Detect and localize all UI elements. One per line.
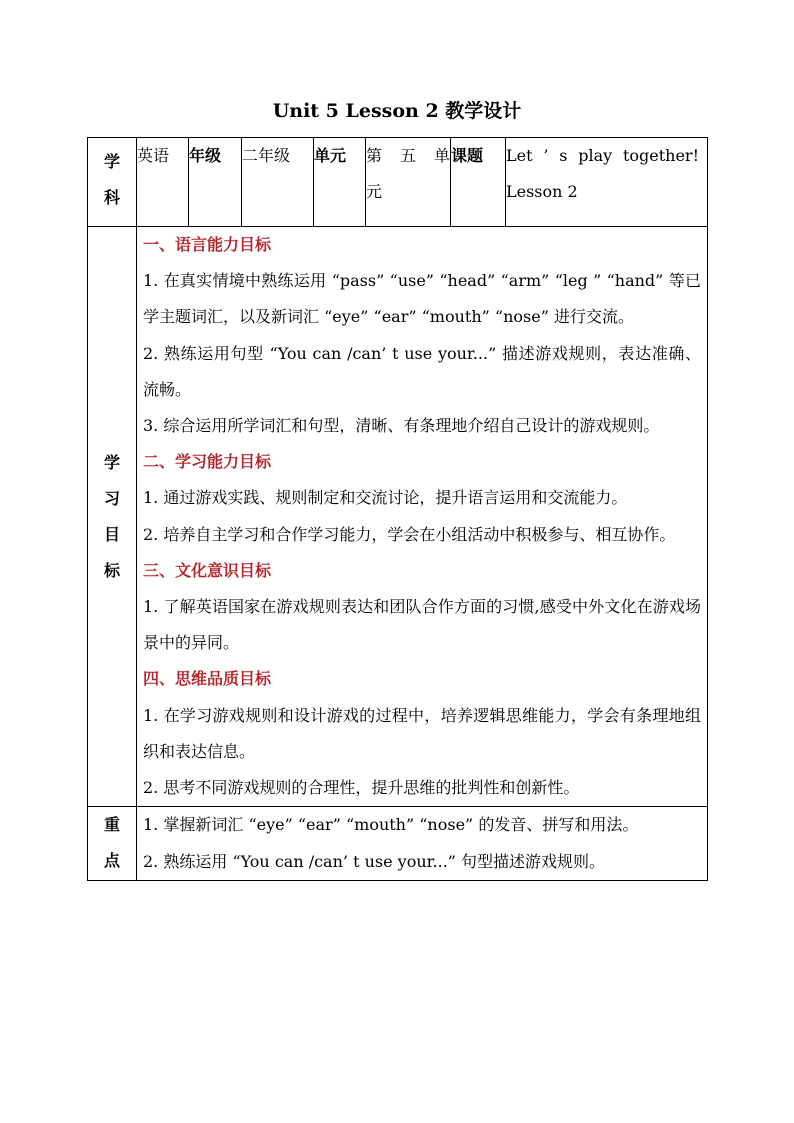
objectives-label-cell: [88, 227, 137, 807]
unit-value-cell: [366, 138, 451, 227]
objective-item: 2. 培养自主学习和合作学习能力，学会在小组活动中积极参与、相互协作。: [143, 524, 676, 544]
unit-value-line1: 第 五 单: [366, 146, 450, 165]
objectives-content: [137, 227, 708, 807]
subject-label-cell: [88, 138, 137, 227]
header-row: [88, 138, 708, 227]
grade-value: 二年级: [242, 138, 314, 227]
unit-label: 单元: [314, 138, 366, 227]
key-points-row: [88, 807, 708, 881]
topic-value-cell: [506, 138, 708, 227]
section-heading-culture: 三、文化意识目标: [143, 560, 272, 580]
objectives-row: [88, 227, 708, 807]
lesson-plan-table: [87, 137, 708, 881]
topic-value-line1: Let ’ s play together!: [506, 146, 699, 165]
objective-item: 2. 思考不同游戏规则的合理性，提升思维的批判性和创新性。: [143, 778, 580, 798]
objective-item: 1. 通过游戏实践、规则制定和交流讨论，提升语言运用和交流能力。: [143, 488, 628, 508]
key-points-label: 重点: [103, 815, 120, 871]
subject-label: 学科: [103, 152, 120, 207]
objective-item: 1. 在真实情境中熟练运用 “pass” “use” “head” “arm” “leg ” “hand” 等已学主题词汇，以及新词汇 “eye” “ear” “mouth” “nose” 进行交流。: [143, 271, 701, 327]
topic-value-line2: Lesson 2: [506, 182, 578, 201]
objectives-label: 学习目标: [103, 452, 120, 580]
objective-item: 1. 在学习游戏规则和设计游戏的过程中，培养逻辑思维能力，学会有条理地组织和表达信息。: [143, 705, 701, 761]
objective-item: 1. 了解英语国家在游戏规则表达和团队合作方面的习惯,感受中外文化在游戏场景中的异同。: [143, 597, 701, 653]
section-heading-thinking: 四、思维品质目标: [143, 669, 272, 689]
subject-value: 英语: [137, 138, 189, 227]
page-title: Unit 5 Lesson 2 教学设计: [272, 100, 522, 122]
section-heading-language: 一、语言能力目标: [143, 235, 272, 254]
key-point-item: 2. 熟练运用 “You can /can’ t use your...” 句型描述游戏规则。: [143, 851, 606, 871]
key-points-label-cell: [88, 807, 137, 881]
objective-item: 2. 熟练运用句型 “You can /can’ t use your...” 描述游戏规则，表达准确、流畅。: [143, 343, 701, 399]
key-points-content: [137, 807, 708, 881]
objective-item: 3. 综合运用所学词汇和句型，清晰、有条理地介绍自己设计的游戏规则。: [143, 416, 660, 436]
unit-value-line2: 元: [366, 182, 383, 201]
topic-label: 课题: [451, 138, 506, 227]
key-point-item: 1. 掌握新词汇 “eye” “ear” “mouth” “nose” 的发音、拼写和用法。: [143, 815, 639, 835]
grade-label: 年级: [189, 138, 242, 227]
section-heading-learning: 二、学习能力目标: [143, 452, 272, 472]
